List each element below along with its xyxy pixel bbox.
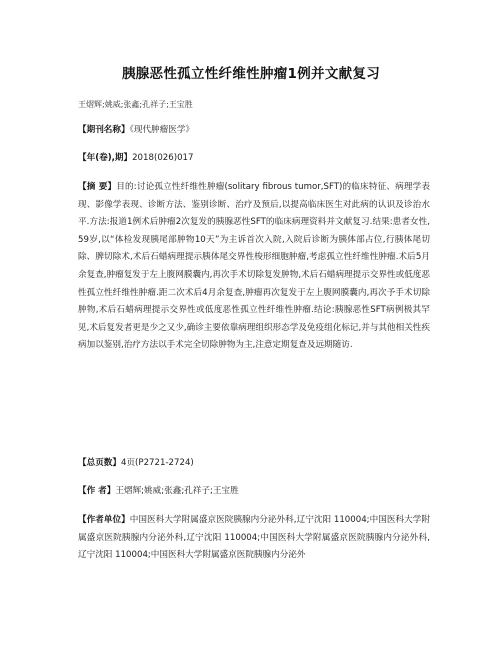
page-count-field [78, 455, 430, 473]
abstract-text: 目的:讨论孤立性纤维性肿瘤(solitary fibrous tumor,SFT)的临床特征、病理学表现、影像学表现、诊断方法、鉴别诊断、治疗及预后,以提高临床医生对此病的认识及诊治水平.方法:报道1例术后肿瘤2次复发的胰腺恶性SFT的临床病理资料并文献复习.结果:患者女性,59岁,以“体检发现胰尾部肿物10天”为主诉首次入院,入院后诊断为胰体部占位,行胰体尾切除、脾切除术,术后石蜡病理提示胰体尾交界性梭形细胞肿瘤,考虑孤立性纤维性肿瘤.术后5月余复查,肿瘤复发于左上腹网膜囊内,再次手术切除复发肿物,术后石蜡病理提示交界性或低度恶性孤立性纤维性肿瘤.距二次术后4月余复查,肿瘤再次复发于左上腹网膜囊内,再次予手术切除肿物,术后石蜡病理提示交界性或低度恶性孤立性纤维性肿瘤.结论:胰腺恶性SFT病例极其罕见,术后复发者更是少之又少,确诊主要依靠病理组织形态学及免疫组化标记,并与其他相关性疾病加以鉴别,治疗方法以手术完全切除肿物为主,注意定期复查及远期随访. [78, 182, 430, 351]
authors-value: 王熠辉;姚威;张鑫;孔祥子;王宝胜 [115, 486, 239, 496]
abstract-field [78, 179, 430, 355]
affiliation-value: 中国医科大学附属盛京医院胰腺内分泌外科,辽宁沈阳 110004;中国医科大学附属盛京医院胰腺内分泌外科,辽宁沈阳 110004;中国医科大学附属盛京医院胰腺内分泌外科,辽宁沈阳 110004;中国医科大学附属盛京医院胰腺内分泌外 [78, 515, 430, 561]
author-byline: 王熠辉;姚威;张鑫;孔祥子;王宝胜 [78, 100, 193, 109]
year-issue-field [78, 150, 430, 168]
page-count-value: 4页(P2721-2724) [120, 458, 194, 468]
year-issue-value: 2018(026)017 [132, 153, 194, 163]
abstract-label: 【摘 要】 [78, 182, 117, 192]
year-issue-label: 【年(卷),期】 [78, 153, 133, 163]
affiliation-field [78, 512, 430, 565]
authors-label: 【作 者】 [78, 486, 116, 496]
journal-field [78, 122, 430, 140]
authors-field [78, 483, 430, 501]
page-count-label: 【总页数】 [78, 458, 121, 468]
article-title: 胰腺恶性孤立性纤维性肿瘤1例并文献复习 [121, 66, 381, 82]
affiliation-label: 【作者单位】 [78, 515, 130, 525]
journal-label: 【期刊名称】 [78, 125, 130, 135]
journal-value: 《现代肿瘤医学》 [129, 125, 195, 135]
